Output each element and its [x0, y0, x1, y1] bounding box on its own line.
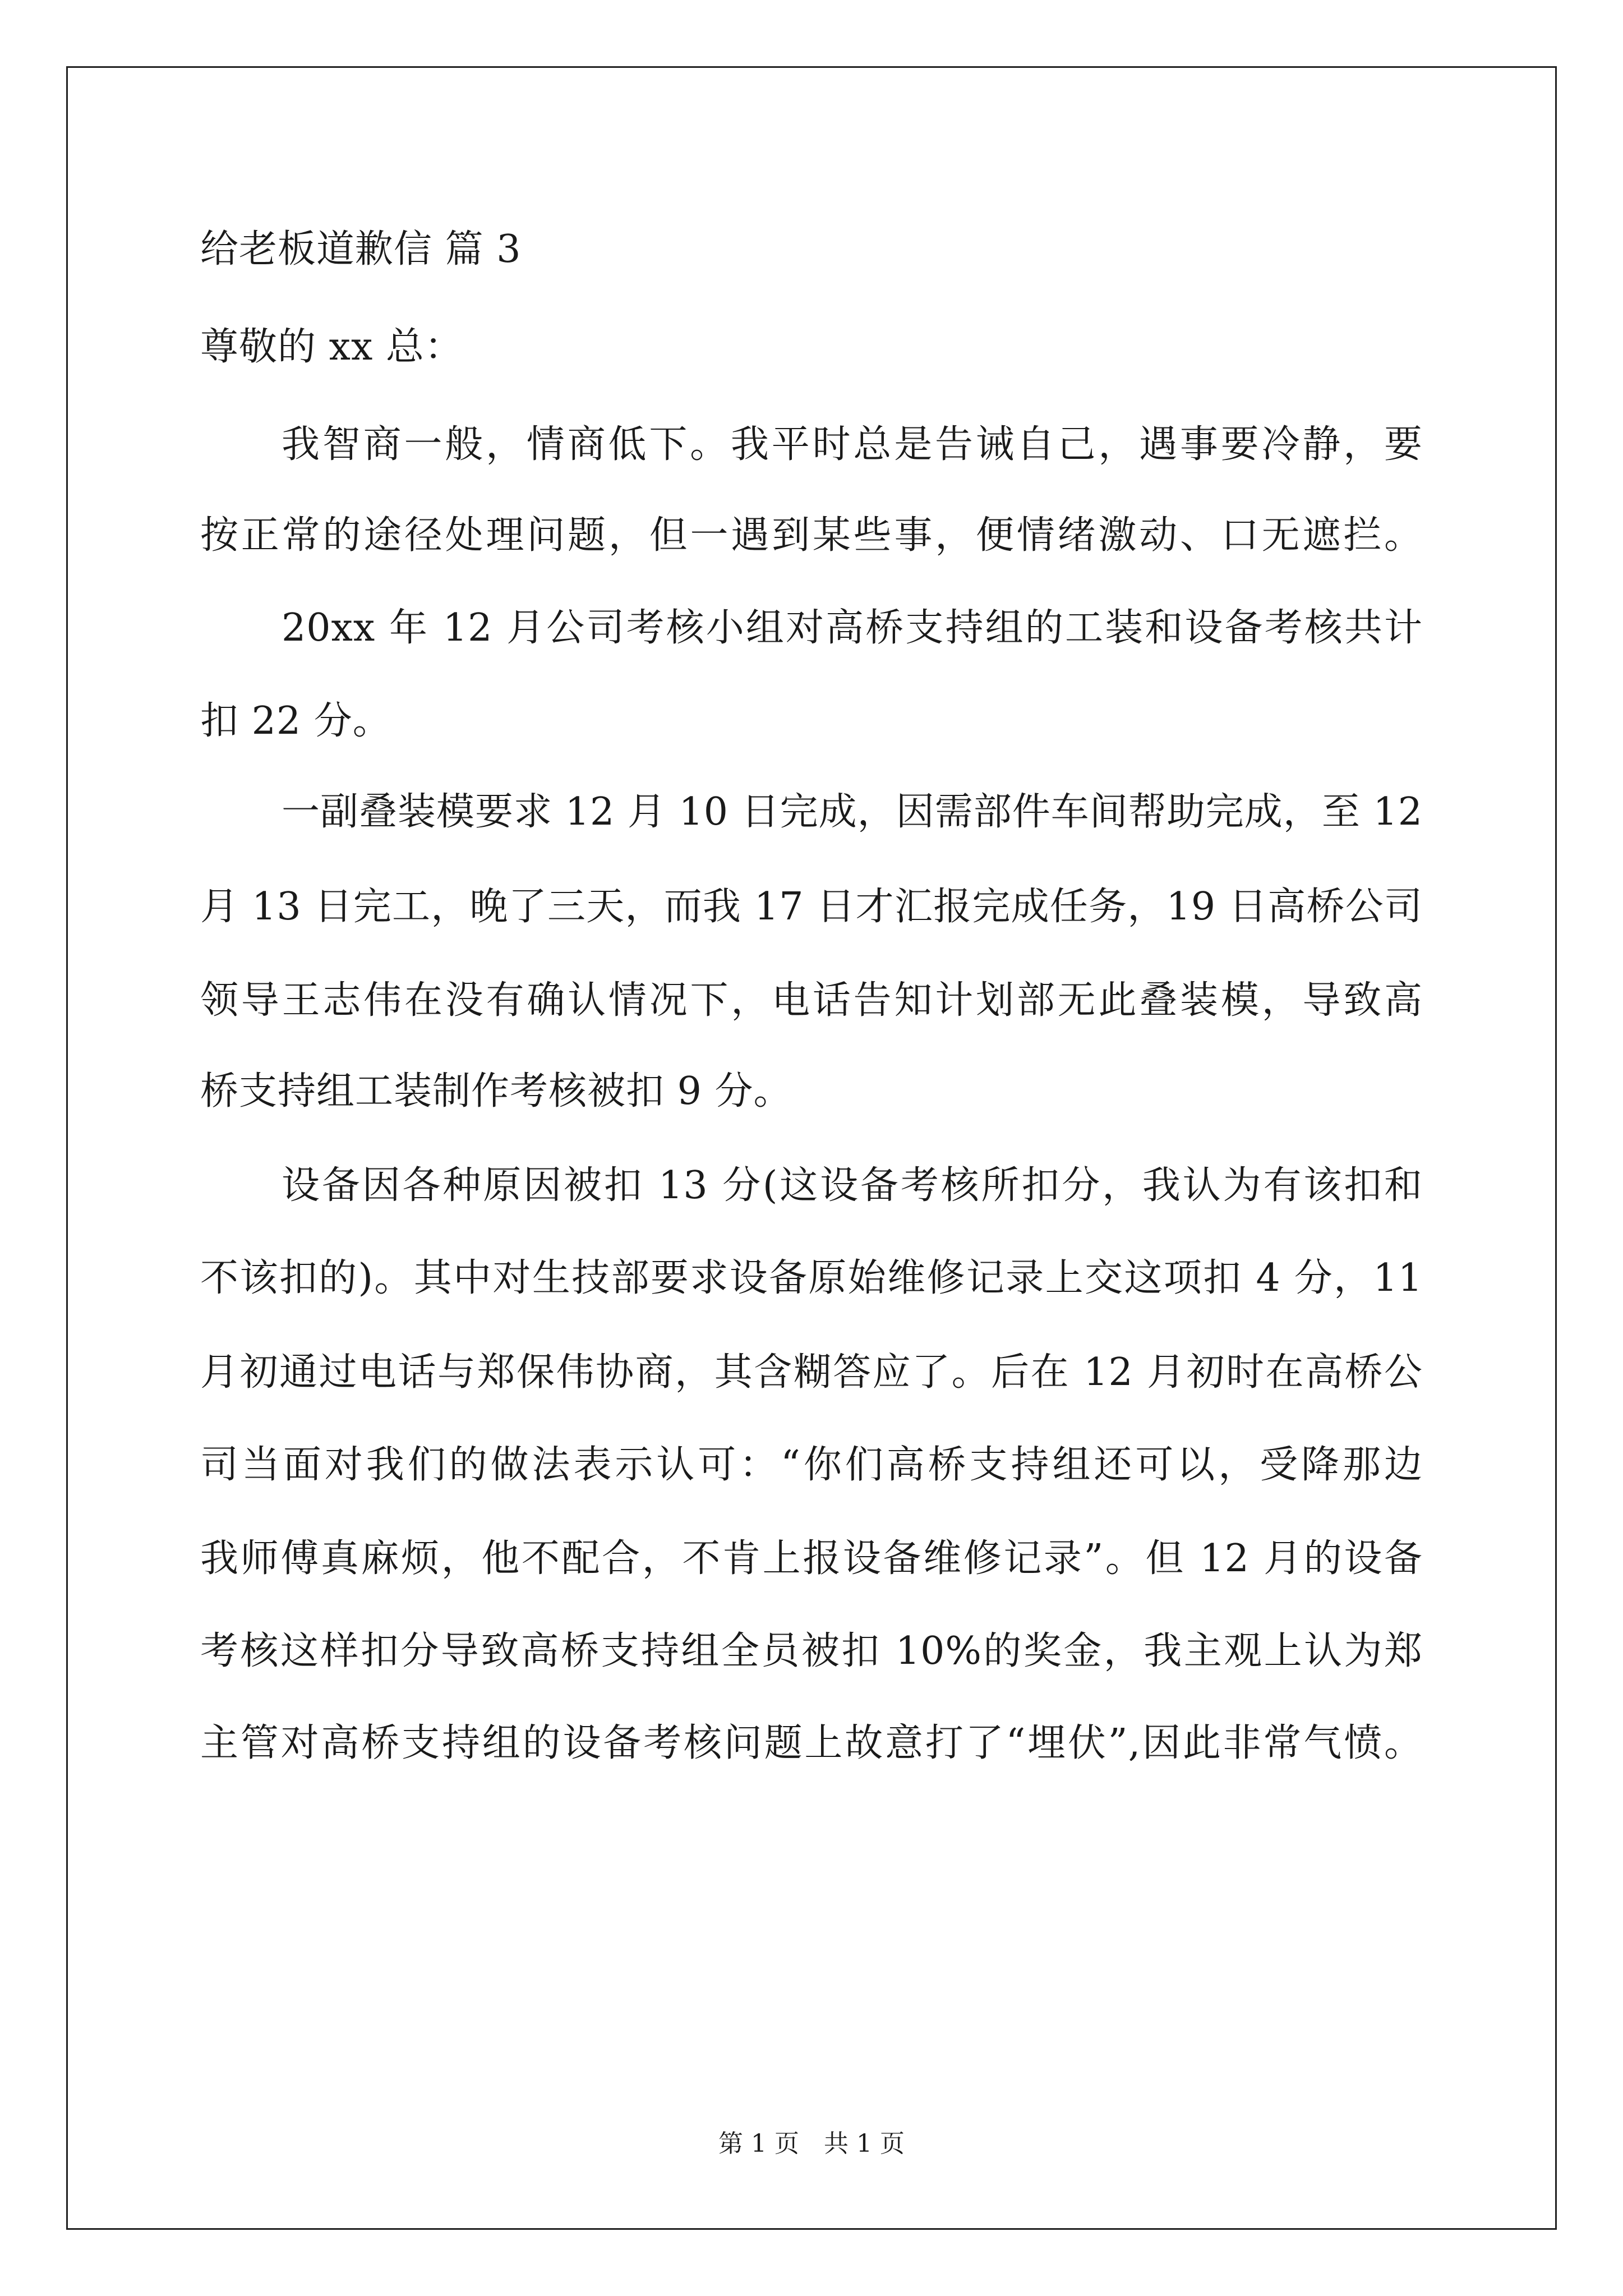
paragraph-3-line-4: 桥支持组工装制作考核被扣 9 分。 [200, 1069, 792, 1114]
paragraph-4-line-1: 设备因各种原因被扣 13 分(这设备考核所扣分，我认为有该扣和 [282, 1163, 1423, 1208]
paragraph-4-line-3: 月初通过电话与郑保伟协商，其含糊答应了。后在 12 月初时在高桥公 [200, 1350, 1423, 1395]
paragraph-3-line-3: 领导王志伟在没有确认情况下，电话告知计划部无此叠装模，导致高 [200, 978, 1423, 1023]
paragraph-4-line-2: 不该扣的)。其中对生技部要求设备原始维修记录上交这项扣 4 分，11 [200, 1256, 1423, 1300]
letter-title: 给老板道歉信 篇 3 [200, 227, 522, 272]
paragraph-4-line-5: 我师傅真麻烦，他不配合，不肯上报设备维修记录”。但 12 月的设备 [200, 1536, 1423, 1581]
paragraph-4-line-7: 主管对高桥支持组的设备考核问题上故意打了“埋伏”,因此非常气愤。 [200, 1721, 1423, 1765]
paragraph-2-line-2: 扣 22 分。 [200, 699, 391, 743]
paragraph-1-line-2: 按正常的途径处理问题，但一遇到某些事，便情绪激动、口无遮拦。 [200, 513, 1423, 558]
paragraph-4-line-6: 考核这样扣分导致高桥支持组全员被扣 10%的奖金，我主观上认为郑 [200, 1629, 1423, 1673]
paragraph-4-line-4: 司当面对我们的做法表示认可：“你们高桥支持组还可以，受降那边 [200, 1443, 1423, 1487]
letter-salutation: 尊敬的 xx 总： [200, 325, 463, 369]
page-border [66, 66, 1557, 2230]
paragraph-2-line-1: 20xx 年 12 月公司考核小组对高桥支持组的工装和设备考核共计 [282, 606, 1423, 650]
paragraph-3-line-2: 月 13 日完工，晚了三天，而我 17 日才汇报完成任务，19 日高桥公司 [200, 885, 1423, 929]
page-footer: 第 1 页 共 1 页 [718, 2129, 905, 2158]
paragraph-1-line-1: 我智商一般，情商低下。我平时总是告诫自己，遇事要冷静，要 [282, 422, 1423, 467]
paragraph-3-line-1: 一副叠装模要求 12 月 10 日完成，因需部件车间帮助完成，至 12 [282, 790, 1423, 834]
